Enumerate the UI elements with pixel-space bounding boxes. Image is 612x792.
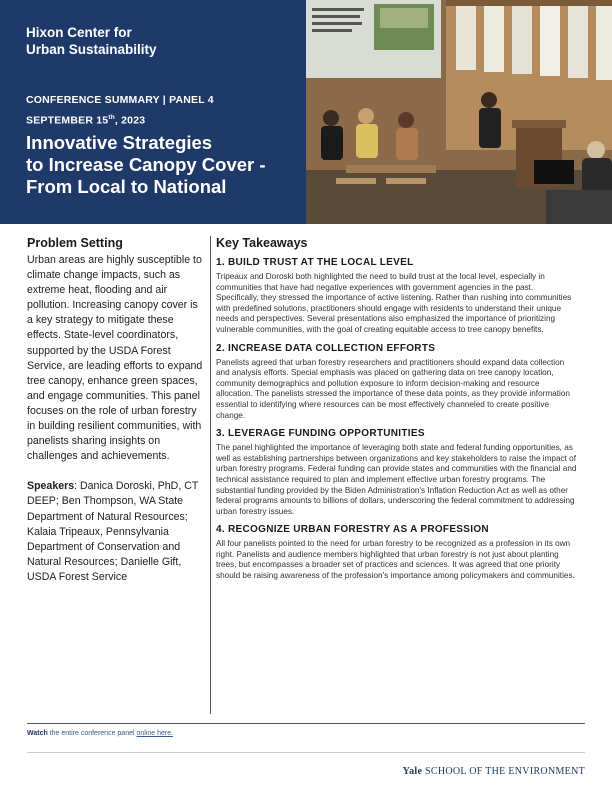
takeaway-title: 2. INCREASE DATA COLLECTION EFFORTS (216, 342, 436, 354)
takeaway-text: All four panelists pointed to the need for urban forestry to be recognized as a profession in its own right. Panelists and audience members highlighted that urban forestry is not just about planting trees, but encompasses a broader set of practices and sciences. It was agreed that one priority should be raising awareness of the profession's importance among policymakers and communities. (216, 539, 575, 581)
takeaway-text: The panel highlighted the importance of leveraging both state and federal funding opportunities, as well as establishing partnerships between organizations and key stakeholders to raise the impact of urban forestry programs. Federal funding can provide states and communities with the financial and technical assistance required to plan and implement effective urban forestry programs. The substantial funding provided by the Biden Administration's Inflation Reduction Act as well as other federal programs amounts to billions of dollars, underscoring the federal commitment to addressing urban forestry issues. (216, 443, 577, 516)
page-title: Innovative Strategies to Increase Canopy Cover - From Local to National (26, 132, 266, 197)
takeaway-item (216, 343, 578, 422)
takeaway-text: Panelists agreed that urban forestry researchers and practitioners should expand data collection and analysis efforts. Special emphasis was placed on gathering data on tree canopy location, community demographics and pollution exposure to inform decision-making and resource allocation. The panelists stressed the importance of these data points, as they provide information essential to identifying where resources can be most effectively channeled to create positive change. (216, 357, 570, 420)
column-divider (210, 236, 211, 714)
footer-rule (27, 752, 585, 753)
problem-setting-heading: Problem Setting (27, 236, 123, 250)
header (0, 0, 612, 224)
key-takeaways-heading: Key Takeaways (216, 236, 308, 250)
center-name: Hixon Center for Urban Sustainability (26, 25, 157, 57)
key-takeaways-section (216, 236, 578, 582)
panel-photo (306, 0, 612, 224)
panel-photo-illustration (306, 0, 612, 224)
problem-setting-section (27, 236, 203, 585)
takeaway-item (216, 524, 578, 581)
watch-note: Watch the entire conference panel online here. (27, 730, 174, 737)
problem-setting-body: Urban areas are highly susceptible to climate change impacts, such as extreme heat, flooding and air pollution. Increasing canopy cover is a key strategy to mitigate these effects. State-level coordinators, supported by the USDA Forest Service, are leading efforts to expand tree canopy, enhance green spaces, and engage communities. This panel focuses on the role of urban forestry in building resilient communities, with panelists sharing insights on challenges and achievements. (27, 254, 203, 463)
footer-divider (27, 723, 585, 724)
conference-summary-label: CONFERENCE SUMMARY | PANEL 4 SEPTEMBER 15th, 2023 (26, 92, 214, 130)
header-banner (0, 0, 306, 224)
online-link[interactable]: online here. (136, 730, 174, 737)
speakers-list: Speakers: Danica Doroski, PhD, CT DEEP; Ben Thompson, WA State Department of Natural Resources; Kalaia Tripeaux, Pennsylvania Department of Conservation and Natural Resources; Danielle Gift, USDA Forest Service (27, 480, 199, 583)
yale-school-logo: Yale SCHOOL OF THE ENVIRONMENT (402, 766, 585, 777)
takeaway-item (216, 257, 578, 336)
takeaway-title: 1. BUILD TRUST AT THE LOCAL LEVEL (216, 257, 414, 268)
takeaway-item (216, 428, 578, 517)
conference-date: SEPTEMBER 15th, 2023 (26, 114, 146, 127)
takeaway-title: 3. LEVERAGE FUNDING OPPORTUNITIES (216, 428, 425, 440)
takeaway-title: 4. RECOGNIZE URBAN FORESTRY AS A PROFESSION (216, 524, 489, 536)
takeaway-text: Tripeaux and Doroski both highlighted the need to build trust at the local level, especially in communities that have had negative experiences with government agencies in the past. Specifically, they stressed the importance of active listening. Rather than rushing into communities with predefined solutions, practitioners should engage with residents to understand their unique needs and perspectives. Several presentations also emphasized the importance of prioritizing vulnerable communities, with the goal of creating equitable access to tree canopy benefits. (216, 272, 572, 334)
